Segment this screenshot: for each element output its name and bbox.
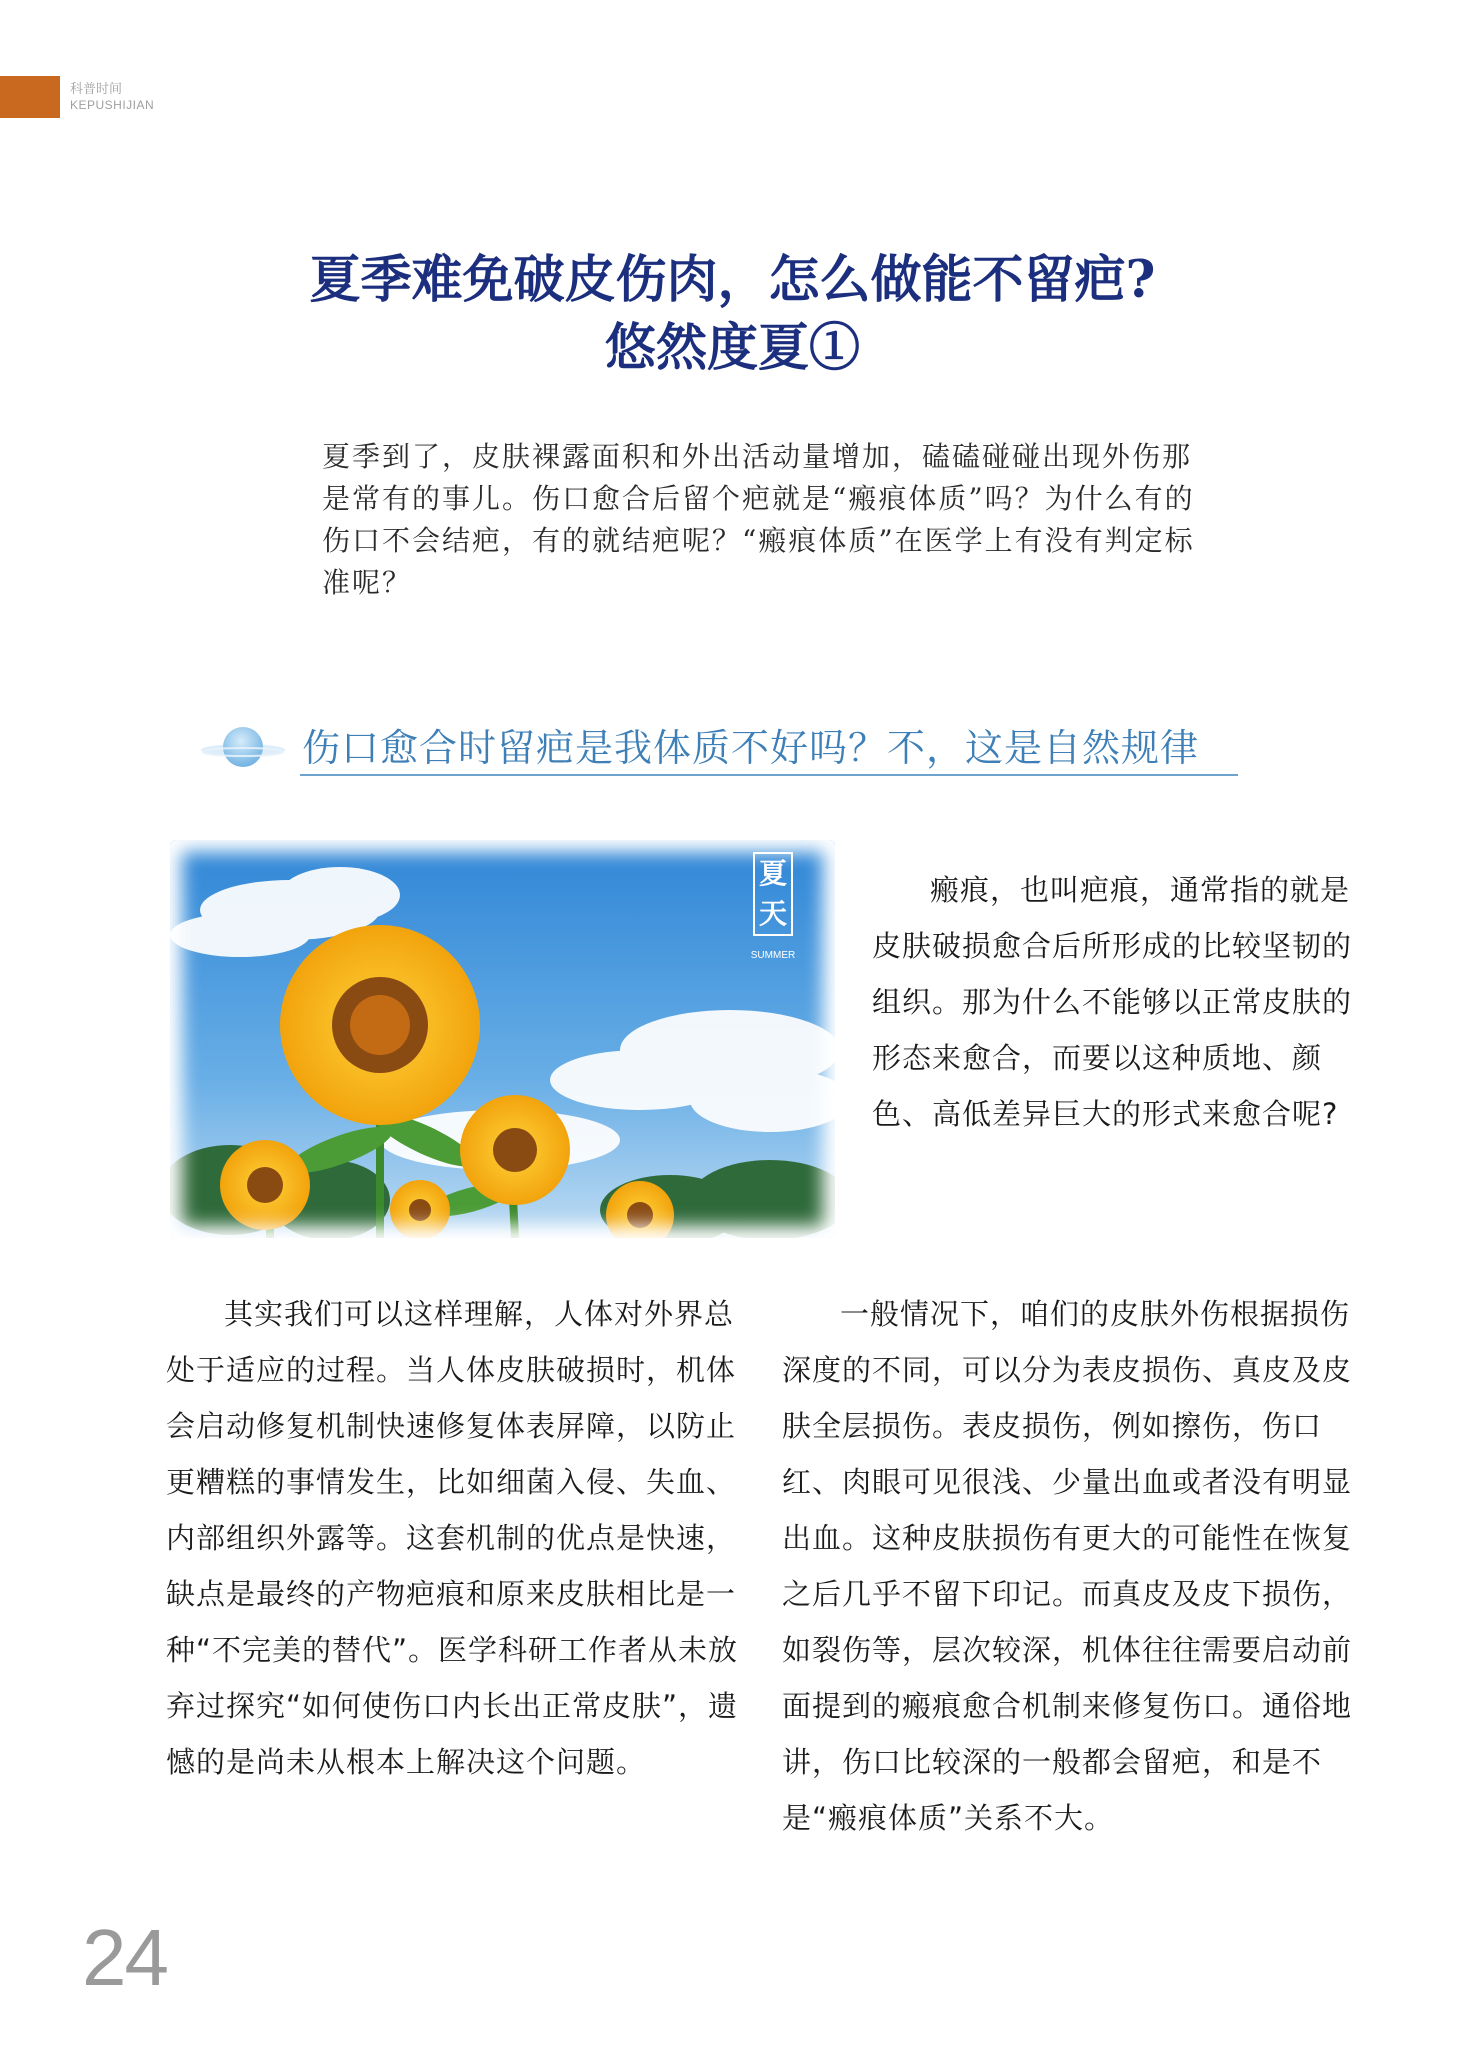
badge-char-2: 天 [753,894,793,936]
body-paragraph-3 [782,1286,1367,1846]
article-title: 夏季难免破皮伤肉，怎么做能不留疤? [309,250,1156,310]
page-number: 24 [82,1913,167,2002]
paragraph-3-text: 一般情况下，咱们的皮肤外伤根据损伤深度的不同，可以分为表皮损伤、真皮及皮肤全层损伤。表皮损伤，例如擦伤，伤口红、肉眼可见很浅、少量出血或者没有明显出血。这种皮肤损伤有更大的可能性在恢复之后几乎不留下印记。而真皮及皮下损伤，如裂伤等，层次较深，机体往往需要启动前面提到的瘢痕愈合机制来修复伤口。通俗地讲，伤口比较深的一般都会留疤，和是不是“瘢痕体质”关系不大。 [782,1297,1353,1835]
section-underline [300,774,1238,776]
body-paragraph-1 [872,862,1362,1142]
paragraph-2-text: 其实我们可以这样理解，人体对外界总处于适应的过程。当人体皮肤破损时，机体会启动修复机制快速修复体表屏障，以防止更糟糕的事情发生，比如细菌入侵、失血、内部组织外露等。这套机制的优点是快速，缺点是最终的产物疤痕和原来皮肤相比是一种“不完美的替代”。医学科研工作者从未放弃过探究“如何使伤口内长出正常皮肤”，遗憾的是尚未从根本上解决这个问题。 [166,1297,739,1779]
intro-paragraph: 夏季到了，皮肤裸露面积和外出活动量增加，磕磕碰碰出现外伤那是常有的事儿。伤口愈合后留个疤就是“瘢痕体质”吗？为什么有的伤口不会结疤，有的就结疤呢？“瘢痕体质”在医学上有没有判定标准呢？ [322,440,1195,599]
planet-icon [198,724,288,770]
badge-char-1: 夏 [753,852,793,894]
section-heading: 伤口愈合时留疤是我体质不好吗？不，这是自然规律 [302,726,1200,770]
paragraph-1-text: 瘢痕，也叫疤痕，通常指的就是皮肤破损愈合后所形成的比较坚韧的组织。那为什么不能够以正常皮肤的形态来愈合，而要以这种质地、颜色、高低差异巨大的形式来愈合呢? [872,873,1353,1131]
column-name-en: KEPUSHIJIAN [70,98,155,112]
summer-badge [750,852,796,961]
article-subtitle: 悠然度夏① [604,318,860,378]
sunflower-image [170,840,835,1238]
column-name-cn: 科普时间 [70,82,123,97]
body-paragraph-2 [166,1286,751,1790]
header-accent-bar [0,76,60,118]
badge-english: SUMMER [750,950,796,961]
